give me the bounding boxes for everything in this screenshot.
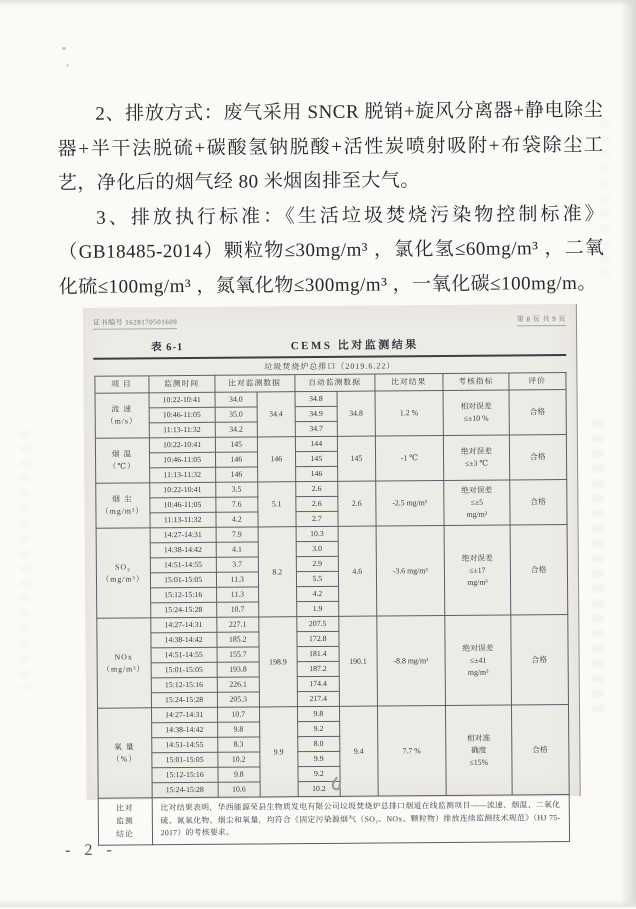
conclusion-row <box>98 795 569 845</box>
time-cell: 15:01-15:05 <box>151 662 217 678</box>
criterion-cell-line: 绝对误差 <box>461 485 493 495</box>
criterion-cell-line: ≤±41 <box>469 655 487 665</box>
table-title-row <box>93 335 566 355</box>
param-cell <box>95 483 150 528</box>
criterion-cell-line: 相对误差 <box>460 401 492 411</box>
conclusion-label-cell-line: 比对 <box>116 803 134 813</box>
reference-value-cell: 35.0 <box>215 407 257 422</box>
reference-value-cell: 9.8 <box>217 722 259 737</box>
reference-average-cell: 9.9 <box>259 707 297 797</box>
reference-value-cell: 145 <box>215 437 257 452</box>
reference-value-cell: 155.7 <box>217 647 259 662</box>
param-cell-line: 氧 量 <box>114 741 135 752</box>
auto-value-cell: 217.4 <box>297 691 339 706</box>
criterion-cell-line: ≤15% <box>469 757 489 767</box>
paragraph-emission-standard: 3、排放执行标准：《生活垃圾焚烧污染物控制标准》（GB18485-2014）颗粒物≤30mg/m³ ，氯化氢≤60mg/m³ ，二氧化硫≤100mg/m³ ，氮氧化物≤300mg/m³ ，一氧化碳≤100mg/m。 <box>58 203 605 298</box>
auto-value-cell: 187.2 <box>297 661 339 676</box>
param-cell <box>97 708 152 798</box>
time-cell: 15:12-15:16 <box>152 767 218 783</box>
time-cell: 14:51-14:55 <box>150 557 216 573</box>
auto-value-cell: 9.8 <box>297 706 339 721</box>
auto-value-cell: 2.7 <box>296 511 338 526</box>
verdict-cell: 合格 <box>509 435 566 480</box>
table-subtitle: 垃圾焚烧炉总排口（2019.6.22） <box>264 361 396 372</box>
criterion-cell <box>443 435 509 481</box>
verdict-cell: 合格 <box>511 615 568 705</box>
reference-value-cell: 146 <box>215 467 257 482</box>
reference-value-cell: 10.6 <box>218 782 260 797</box>
criterion-cell-line: ≤±10 % <box>463 413 489 423</box>
criterion-cell-line: 绝对误差 <box>462 643 494 653</box>
time-cell: 14:27-14:31 <box>150 527 216 543</box>
criterion-cell <box>444 480 510 526</box>
time-cell: 14:27-14:31 <box>151 707 217 723</box>
pen-squiggle-artifact <box>323 776 349 796</box>
criterion-cell <box>445 615 512 706</box>
auto-value-cell: 9.2 <box>297 721 339 736</box>
col-header-time: 监测时间 <box>149 375 215 393</box>
auto-average-cell: 34.8 <box>337 391 375 436</box>
reference-value-cell: 205.3 <box>217 692 259 707</box>
verdict-cell: 合格 <box>510 480 567 525</box>
auto-value-cell: 9.2 <box>298 766 340 781</box>
param-cell <box>95 393 150 438</box>
time-cell: 14:51-14:55 <box>151 737 217 753</box>
auto-value-cell: 8.0 <box>297 736 339 751</box>
reference-value-cell: 8.3 <box>217 737 259 752</box>
time-cell: 10:46-11:05 <box>149 452 215 468</box>
reference-value-cell: 9.8 <box>218 767 260 782</box>
time-cell: 15:01-15:05 <box>150 572 216 588</box>
time-cell: 14:27-14:31 <box>150 617 216 633</box>
col-header-auto-data: 自动监测数据 <box>295 374 375 392</box>
result-cell: -2.5 mg/m³ <box>375 481 444 527</box>
col-header-reference-data: 比对监测数据 <box>214 375 294 393</box>
criterion-cell <box>443 390 509 436</box>
time-cell: 10:22-10:41 <box>149 482 215 498</box>
time-cell: 10:46-11:05 <box>149 407 215 423</box>
result-cell: -3.6 mg/m³ <box>376 526 445 617</box>
auto-value-cell: 1.9 <box>296 601 338 616</box>
reference-value-cell: 10.7 <box>217 707 259 722</box>
criterion-cell-line: ≤±17 <box>469 565 486 575</box>
result-cell: -1 ℃ <box>375 436 444 482</box>
conclusion-label-cell <box>98 798 153 845</box>
param-cell-line: （mg/m³） <box>100 506 145 516</box>
embedded-report-scan <box>83 304 581 839</box>
reference-average-cell: 5.1 <box>258 482 296 527</box>
report-page-indicator: 第 8 页 共 9 页 <box>517 314 566 326</box>
auto-value-cell: 207.5 <box>296 616 338 631</box>
time-cell: 10:22-10:41 <box>149 392 215 408</box>
time-cell: 14:38-14:42 <box>150 542 216 558</box>
reference-value-cell: 10.7 <box>216 602 258 617</box>
paragraph-emission-method: 2、排放方式：废气采用 SNCR 脱销+旋风分离器+静电除尘器+半干法脱硫+碳酸氢钠脱酸+活性炭喷射吸附+布袋除尘工艺，净化后的烟气经 80 米烟囱排至大气。 <box>57 99 604 195</box>
criterion-cell-line: ≤±5 <box>470 497 484 507</box>
auto-average-cell: 190.1 <box>339 616 377 706</box>
reference-value-cell: 4.2 <box>216 512 258 527</box>
criterion-cell-line: 绝对误差 <box>460 446 493 456</box>
auto-value-cell: 4.2 <box>296 586 338 601</box>
reference-value-cell: 10.2 <box>217 752 259 767</box>
criterion-cell-line: ≤±3 ℃ <box>464 458 489 468</box>
criterion-cell-line: mg/m³ <box>467 577 488 587</box>
conclusion-text-cell: 比对结果表明，华西能源荣县生物质发电有限公司垃圾焚烧炉总排口烟道在线监测项目——流速、烟温、二氧化硫、氮氧化物、烟尘和氧量，均符合《固定污染源烟气（SO₂、NOx、颗粒物）排放连续监测技术规范》（HJ 75-2017）的考核要求。 <box>152 795 569 845</box>
param-cell-line: NOx <box>114 651 133 662</box>
reference-value-cell: 193.8 <box>217 662 259 677</box>
col-header-criterion: 考核指标 <box>443 373 509 391</box>
col-header-result: 比对结果 <box>375 374 443 392</box>
param-cell-line: 烟 温 <box>111 449 133 459</box>
time-cell: 10:22-10:41 <box>149 437 215 453</box>
conclusion-label-cell-line: 监测 <box>116 816 134 826</box>
time-cell: 15:01-15:05 <box>152 752 218 768</box>
reference-average-cell: 8.2 <box>258 527 296 617</box>
table-title: CEMS 比对监测结果 <box>290 339 419 353</box>
reference-average-cell: 146 <box>257 437 295 482</box>
time-cell: 15:24-15:28 <box>152 782 218 798</box>
auto-value-cell: 34.9 <box>295 406 337 421</box>
auto-value-cell: 10.3 <box>296 526 338 541</box>
time-cell: 15:12-15:16 <box>150 587 216 603</box>
reference-value-cell: 227.1 <box>216 617 258 632</box>
auto-value-cell: 181.4 <box>297 646 339 661</box>
time-cell: 15:24-15:28 <box>151 692 217 708</box>
param-cell <box>96 618 151 708</box>
criterion-cell-line: 确度 <box>470 745 487 755</box>
reference-value-cell: 3.5 <box>215 482 257 497</box>
param-cell <box>95 438 150 483</box>
criterion-cell-line: mg/m³ <box>467 667 489 677</box>
table-number: 表 6-1 <box>151 342 184 354</box>
time-cell: 14:38-14:42 <box>151 632 217 648</box>
time-cell: 10:46-11:05 <box>149 497 215 513</box>
criterion-cell-line: 相对准 <box>466 733 491 743</box>
param-cell-line: （℃） <box>108 461 136 471</box>
reference-average-cell: 198.9 <box>259 617 297 707</box>
reference-average-cell: 34.4 <box>257 392 295 437</box>
param-cell <box>96 528 151 618</box>
result-cell: 1.2 % <box>375 391 444 437</box>
verdict-cell: 合格 <box>511 705 568 795</box>
auto-value-cell: 2.6 <box>295 496 337 511</box>
reference-value-cell: 34.2 <box>215 422 257 437</box>
reference-value-cell: 34.0 <box>215 392 257 407</box>
auto-value-cell: 2.9 <box>296 556 338 571</box>
report-meta-row <box>93 314 566 330</box>
param-cell-line: SO₂ <box>115 561 131 572</box>
reference-value-cell: 7.9 <box>216 527 258 542</box>
time-cell: 15:24-15:28 <box>150 602 216 618</box>
criterion-cell <box>445 705 512 796</box>
reference-value-cell: 11.3 <box>216 587 258 602</box>
auto-average-cell: 2.6 <box>338 481 376 526</box>
auto-value-cell: 172.8 <box>297 631 339 646</box>
cems-table <box>94 372 570 845</box>
auto-value-cell: 2.6 <box>295 481 337 496</box>
criterion-cell-line: 绝对误差 <box>461 553 493 563</box>
body-text-block <box>57 94 605 305</box>
auto-value-cell: 34.7 <box>295 421 337 436</box>
verdict-cell: 合格 <box>510 525 567 615</box>
auto-value-cell: 174.4 <box>297 676 339 691</box>
col-header-item: 项 目 <box>94 376 148 393</box>
auto-value-cell: 144 <box>295 436 337 451</box>
auto-value-cell: 9.9 <box>297 751 339 766</box>
auto-average-cell: 9.4 <box>340 706 378 796</box>
auto-value-cell: 10.2 <box>298 781 340 796</box>
result-cell: -8.8 mg/m³ <box>376 616 445 707</box>
param-cell-line: （m/s） <box>105 416 138 426</box>
footer-page-number: - 2 - <box>65 841 117 859</box>
reference-value-cell: 226.1 <box>217 677 259 692</box>
time-cell: 14:38-14:42 <box>151 722 217 738</box>
time-cell: 11:13-11:32 <box>150 512 216 528</box>
reference-value-cell: 4.1 <box>216 542 258 557</box>
auto-value-cell: 145 <box>295 451 337 466</box>
time-cell: 11:13-11:32 <box>149 467 215 483</box>
reference-value-cell: 7.6 <box>215 497 257 512</box>
auto-value-cell: 3.0 <box>296 541 338 556</box>
param-cell-line: 流 速 <box>111 404 133 414</box>
param-cell-line: 烟 尘 <box>112 494 133 504</box>
param-cell-line: （mg/m³） <box>102 663 146 674</box>
result-cell: 7.7 % <box>377 706 446 797</box>
criterion-cell <box>444 525 511 616</box>
auto-value-cell: 5.5 <box>296 571 338 586</box>
auto-value-cell: 146 <box>295 466 337 481</box>
time-cell: 11:13-11:32 <box>149 422 215 438</box>
time-cell: 15:12-15:16 <box>151 677 217 693</box>
verdict-cell: 合格 <box>509 390 566 435</box>
param-cell-line: （mg/m³） <box>101 573 145 584</box>
auto-average-cell: 145 <box>337 436 375 481</box>
certificate-number: 证书编号 1628170501609 <box>93 317 177 330</box>
reference-value-cell: 146 <box>215 452 257 467</box>
reference-value-cell: 11.3 <box>216 572 258 587</box>
param-cell-line: （%） <box>111 753 138 764</box>
time-cell: 14:51-14:55 <box>151 647 217 663</box>
auto-value-cell: 34.8 <box>295 391 337 406</box>
auto-average-cell: 4.6 <box>338 526 376 616</box>
reference-value-cell: 185.2 <box>216 632 258 647</box>
criterion-cell-line: mg/m³ <box>466 509 488 519</box>
conclusion-label-cell-line: 结论 <box>116 829 134 839</box>
reference-value-cell: 3.7 <box>216 557 258 572</box>
col-header-verdict: 评价 <box>509 373 566 390</box>
